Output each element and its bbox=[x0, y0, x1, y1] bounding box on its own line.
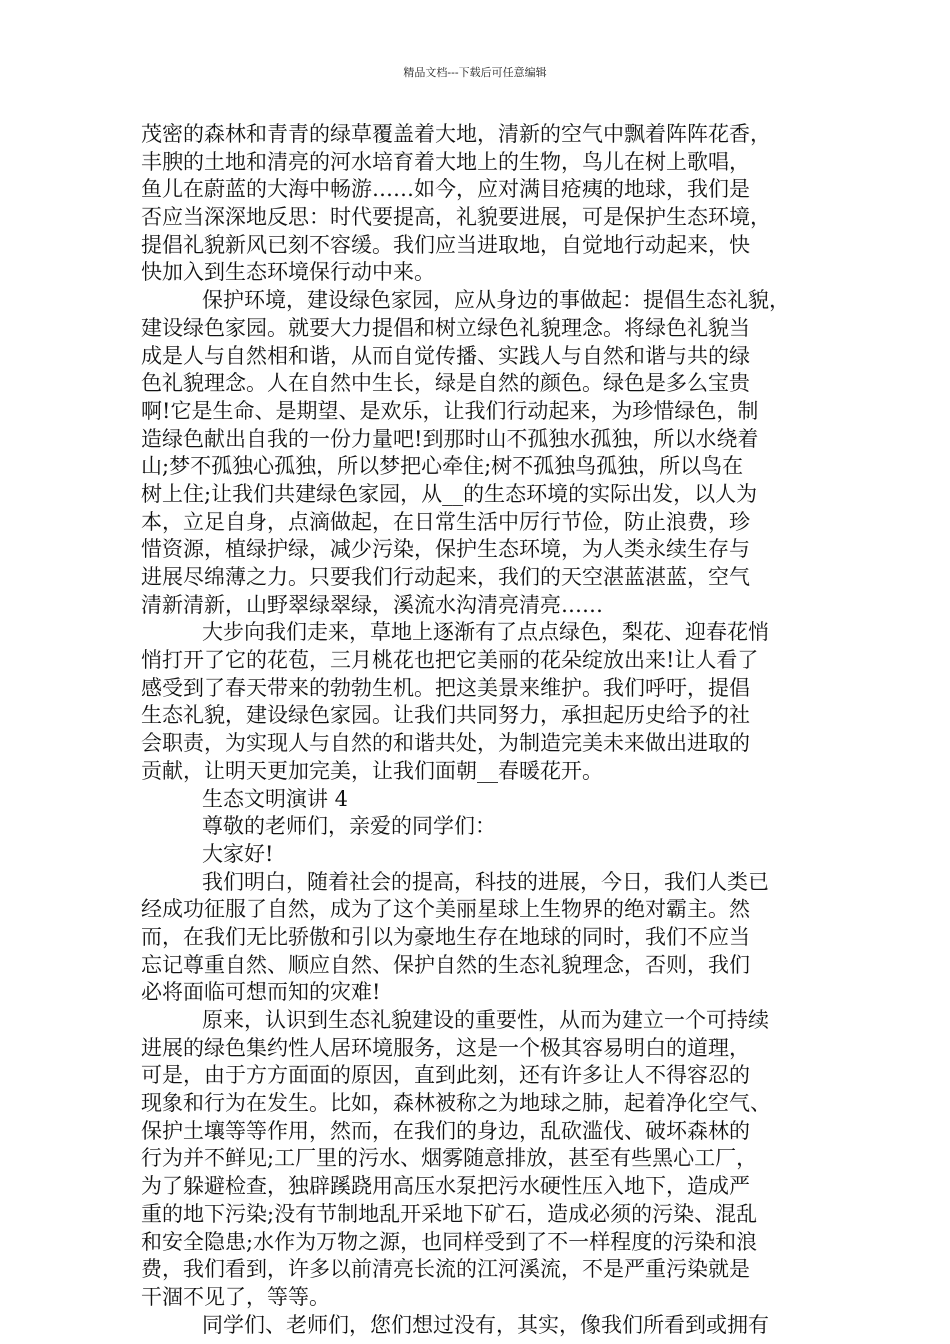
text-line: 造绿色献出自我的一份力量吧!到那时山不孤独水孤独，所以水绕着 bbox=[141, 426, 759, 451]
text-line: 山;梦不孤独心孤独，所以梦把心牵住;树不孤独鸟孤独，所以鸟在 bbox=[141, 454, 744, 479]
text-line: 提倡礼貌新风已刻不容缓。我们应当进取地，自觉地行动起来，快 bbox=[141, 232, 750, 257]
text-line: 丰腴的土地和清亮的河水培育着大地上的生物，鸟儿在树上歌唱， bbox=[141, 149, 750, 174]
text-line: 茂密的森林和青青的绿草覆盖着大地，清新的空气中飘着阵阵花香， bbox=[141, 122, 771, 146]
text-line: 行为并不鲜见;工厂里的污水、烟雾随意排放，甚至有些黑心工厂， bbox=[141, 1146, 758, 1171]
text-line: 树上住;让我们共建绿色家园，从__的生态环境的实际出发，以人为 bbox=[141, 481, 758, 506]
text-line: 成是人与自然相和谐，从而自觉传播、实践人与自然和谐与共的绿 bbox=[141, 343, 750, 368]
text-line: 大步向我们走来，草地上逐渐有了点点绿色，梨花、迎春花悄 bbox=[202, 620, 769, 645]
text-line: 和安全隐患;水作为万物之源，也同样受到了不一样程度的污染和浪 bbox=[141, 1229, 758, 1254]
text-line: 清新清新，山野翠绿翠绿，溪流水沟清亮清亮…… bbox=[141, 592, 603, 617]
text-line: 现象和行为在发生。比如，森林被称之为地球之肺，起着净化空气、 bbox=[141, 1091, 771, 1116]
text-line: 费，我们看到，许多以前清亮长流的江河溪流，不是严重污染就是 bbox=[141, 1257, 750, 1282]
text-line: 为了躲避检查，独辟蹊跷用高压水泵把污水硬性压入地下，造成严 bbox=[141, 1174, 750, 1199]
text-line: 啊!它是生命、是期望、是欢乐，让我们行动起来，为珍惜绿色，制 bbox=[141, 398, 759, 423]
text-line: 必将面临可想而知的灾难! bbox=[141, 980, 381, 1005]
document-body bbox=[141, 121, 831, 1339]
text-line: 保护环境，建设绿色家园，应从身边的事做起：提倡生态礼貌， bbox=[202, 288, 790, 313]
text-line: 生态礼貌，建设绿色家园。让我们共同努力，承担起历史给予的社 bbox=[141, 703, 750, 728]
text-line: 本，立足自身，点滴做起，在日常生活中厉行节俭，防止浪费，珍 bbox=[141, 509, 750, 534]
text-line: 尊敬的老师们，亲爱的同学们： bbox=[202, 814, 496, 839]
text-line: 可是，由于方方面面的原因，直到此刻，还有许多让人不得容忍的 bbox=[141, 1063, 750, 1088]
text-line: 进展尽绵薄之力。只要我们行动起来，我们的天空湛蓝湛蓝，空气 bbox=[141, 565, 750, 589]
text-line: 经成功征服了自然，成为了这个美丽星球上生物界的绝对霸主。然 bbox=[141, 897, 750, 922]
text-line: 会职责，为实现人与自然的和谐共处，为制造完美未来做出进取的 bbox=[141, 731, 750, 756]
text-line: 悄打开了它的花苞，三月桃花也把它美丽的花朵绽放出来!让人看了 bbox=[141, 648, 759, 673]
text-line: 鱼儿在蔚蓝的大海中畅游……如今，应对满目疮痍的地球，我们是 bbox=[141, 177, 750, 202]
text-line: 生态文明演讲 4 bbox=[202, 786, 349, 811]
text-line: 重的地下污染;没有节制地乱开采地下矿石，造成必须的污染、混乱 bbox=[141, 1201, 758, 1226]
text-line: 而，在我们无比骄傲和引以为豪地生存在地球的同时，我们不应当 bbox=[141, 924, 750, 949]
page-header: 精品文档---下载后可任意编辑 bbox=[403, 66, 547, 79]
text-line: 进展的绿色集约性人居环境服务，这是一个极其容易明白的道理， bbox=[141, 1035, 750, 1060]
text-line: 同学们、老师们，您们想过没有，其实，像我们所看到或拥有 bbox=[202, 1312, 769, 1337]
text-line: 原来，认识到生态礼貌建设的重要性，从而为建立一个可持续 bbox=[202, 1008, 769, 1032]
text-line: 贡献，让明天更加完美，让我们面朝__春暖花开。 bbox=[141, 758, 603, 783]
text-line: 干涸不见了，等等。 bbox=[141, 1284, 330, 1309]
text-line: 我们明白，随着社会的提高，科技的进展，今日，我们人类已 bbox=[202, 869, 769, 894]
text-line: 快加入到生态环境保行动中来。 bbox=[141, 260, 435, 285]
text-line: 大家好! bbox=[202, 841, 274, 866]
text-line: 建设绿色家园。就要大力提倡和树立绿色礼貌理念。将绿色礼貌当 bbox=[141, 315, 750, 340]
text-line: 忘记尊重自然、顺应自然、保护自然的生态礼貌理念，否则，我们 bbox=[141, 952, 750, 977]
text-line: 惜资源，植绿护绿，减少污染，保护生态环境，为人类永续生存与 bbox=[141, 537, 750, 562]
text-line: 感受到了春天带来的勃勃生机。把这美景来维护。我们呼吁，提倡 bbox=[141, 675, 750, 700]
text-line: 否应当深深地反思：时代要提高，礼貌要进展，可是保护生态环境， bbox=[141, 205, 771, 230]
text-line: 色礼貌理念。人在自然中生长，绿是自然的颜色。绿色是多么宝贵 bbox=[141, 371, 750, 396]
text-line: 保护土壤等等作用，然而，在我们的身边，乱砍滥伐、破坏森林的 bbox=[141, 1118, 750, 1143]
